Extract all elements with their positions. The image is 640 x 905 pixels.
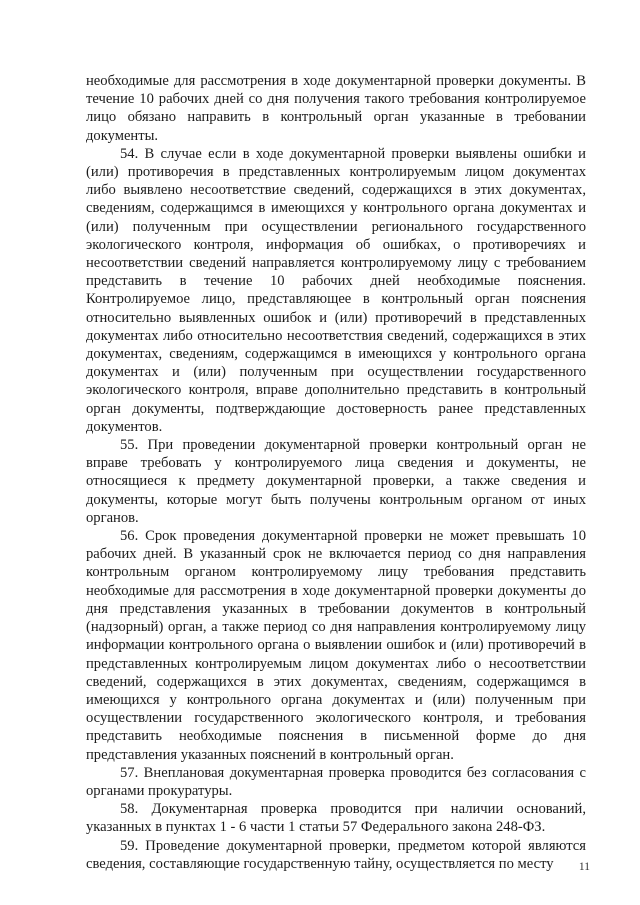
paragraph-56: 56. Срок проведения документарной проверки не может превышать 10 рабочих дней. В указанный срок не включается период со дня направления контрольным органом контролируемому лицу требования представить необходимые для рассмотрения в ходе документарной проверки документы до дня представления указанных в требовании документов в контрольный (надзорный) орган, а также период со дня направления контролируемому лицу информации контрольного органа о выявлении ошибок и (или) противоречий в представленных контролируемым лицом документах либо о несоответствии сведений, содержащихся в этих документах, сведениям, содержащимся в имеющихся у контрольного органа документах и (или) полученным при осуществлении государственного экологического контроля, и требования представить необходимые пояснения в письменной форме до дня представления указанных пояснений в контрольный орган. (86, 528, 586, 763)
paragraph-55: 55. При проведении документарной проверки контрольный орган не вправе требовать у контролируемого лица сведения и документы, не относящиеся к предмету документарной проверки, а также сведения и документы, которые могут быть получены контрольным органом от иных органов. (86, 437, 586, 526)
paragraph-58: 58. Документарная проверка проводится при наличии оснований, указанных в пунктах 1 - 6 части 1 статьи 57 Федерального закона 248-ФЗ. (86, 801, 586, 836)
paragraph-59: 59. Проведение документарной проверки, предметом которой являются сведения, составляющие государственную тайну, осуществляется по месту (86, 837, 586, 872)
paragraph-54: 54. В случае если в ходе документарной проверки выявлены ошибки и (или) противоречия в представленных контролируемым лицом документах либо выявлено несоответствие сведений, содержащихся в этих документах, сведениям, содержащимся в имеющихся у контрольного органа документах и (или) полученным при осуществлении регионального государственного экологического контроля, информация об ошибках, о противоречиях и несоответствии сведений направляется контролируемому лицу с требованием представить в течение 10 рабочих дней необходимые пояснения. Контролируемое лицо, представляющее в контрольный орган пояснения относительно выявленных ошибок и (или) противоречий в представленных документах либо относительно несоответствия сведений, содержащихся в этих документах, сведениям, содержащимся в имеющихся у контрольного органа документах и (или) полученным при осуществлении государственного экологического контроля, вправе дополнительно представить в контрольный орган документы, подтверждающие достоверность ранее представленных документов. (86, 145, 586, 435)
paragraph-57: 57. Внеплановая документарная проверка проводится без согласования с органами прокуратуры. (86, 764, 586, 799)
paragraph-continuation: необходимые для рассмотрения в ходе документарной проверки документы. В течение 10 рабочих дней со дня получения такого требования контролируемое лицо обязано направить в контрольный орган указанные в требовании документы. (86, 73, 586, 144)
document-page (86, 72, 586, 873)
page-number: 11 (578, 861, 590, 873)
